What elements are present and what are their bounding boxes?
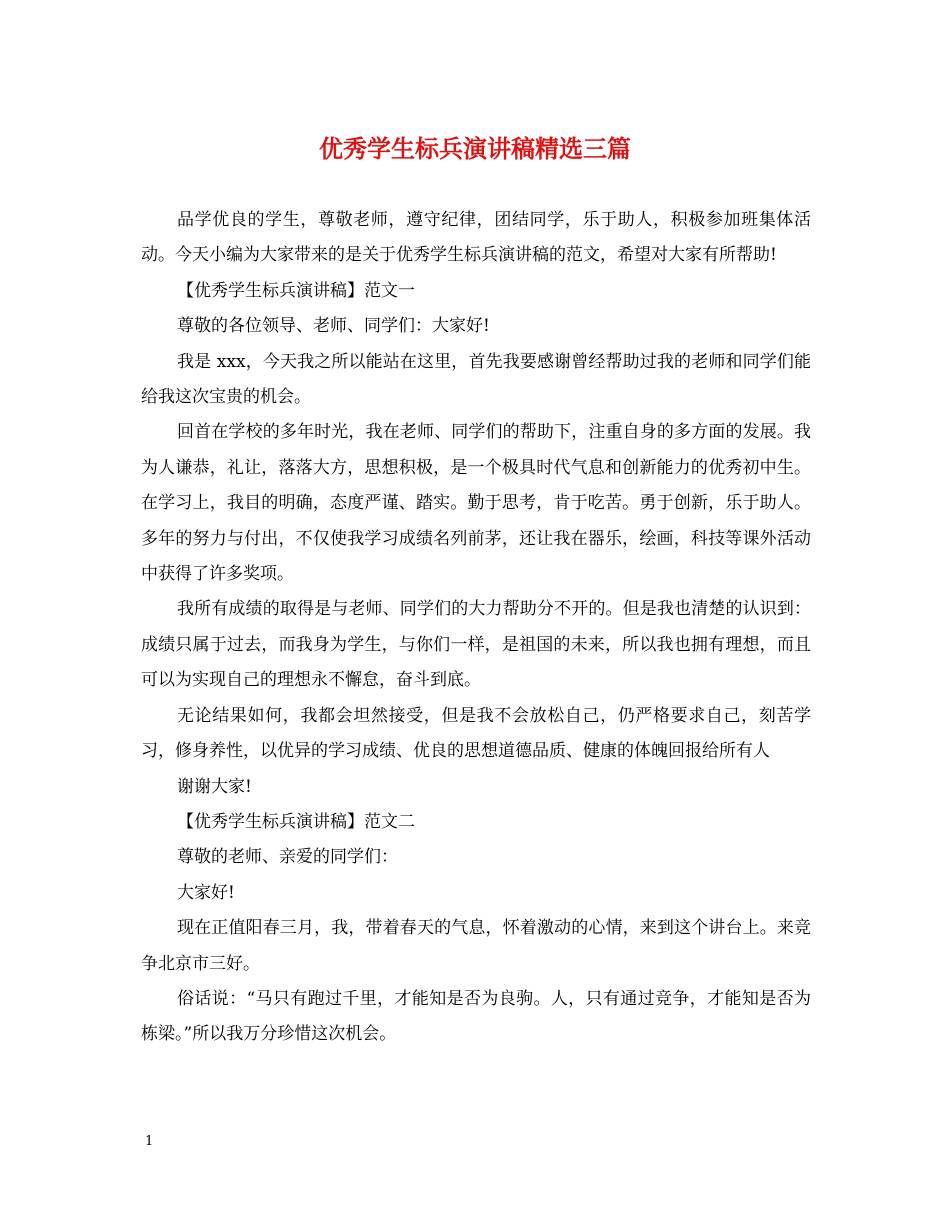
paragraph-greeting-3: 大家好! xyxy=(177,882,235,903)
paragraph: 我所有成绩的取得是与老师、同学们的大力帮助分不开的。但是我也清楚的认识到：成绩只属于过去，而我身为学生，与你们一样，是祖国的未来，所以我也拥有理想，而且可以为实现自己的理想永不懈怠，奋斗到底。 xyxy=(141,599,811,691)
document-title: 优秀学生标兵演讲稿精选三篇 xyxy=(319,134,631,163)
paragraph-thanks: 谢谢大家! xyxy=(177,776,252,797)
paragraph-greeting-2: 尊敬的老师、亲爱的同学们： xyxy=(177,847,398,868)
paragraph-section-heading-2: 【优秀学生标兵演讲稿】范文二 xyxy=(177,811,415,832)
paragraph-section-heading-1: 【优秀学生标兵演讲稿】范文一 xyxy=(177,280,415,301)
document-body xyxy=(141,203,811,1053)
paragraph: 现在正值阳春三月，我，带着春天的气息，怀着激动的心情，来到这个讲台上。来竞争北京市三好。 xyxy=(141,918,811,974)
paragraph: 无论结果如何，我都会坦然接受，但是我不会放松自己，仍严格要求自己，刻苦学习，修身养性，以优异的学习成绩、优良的思想道德品质、健康的体魄回报给所有人 xyxy=(141,705,811,762)
paragraph: 俗话说：“马只有跑过千里，才能知是否为良驹。人，只有通过竞争，才能知是否为栋梁。”所以我万分珍惜这次机会。 xyxy=(141,988,811,1045)
paragraph: 我是 xxx，今天我之所以能站在这里，首先我要感谢曾经帮助过我的老师和同学们能给我这次宝贵的机会。 xyxy=(141,351,811,408)
paragraph-greeting-1: 尊敬的各位领导、老师、同学们：大家好! xyxy=(177,316,490,337)
paragraph: 回首在学校的多年时光，我在老师、同学们的帮助下，注重自身的多方面的发展。我为人谦恭，礼让，落落大方，思想积极，是一个极具时代气息和创新能力的优秀初中生。在学习上，我目的明确，态度严谨、踏实。勤于思考，肯于吃苦。勇于创新，乐于助人。多年的努力与付出，不仅使我学习成绩名列前茅，还让我在器乐，绘画，科技等课外活动中获得了许多奖项。 xyxy=(141,422,811,585)
paragraph-intro: 品学优良的学生，尊敬老师，遵守纪律，团结同学，乐于助人，积极参加班集体活动。今天小编为大家带来的是关于优秀学生标兵演讲稿的范文，希望对大家有所帮助! xyxy=(141,210,811,266)
page-number: 1 xyxy=(145,1134,154,1149)
